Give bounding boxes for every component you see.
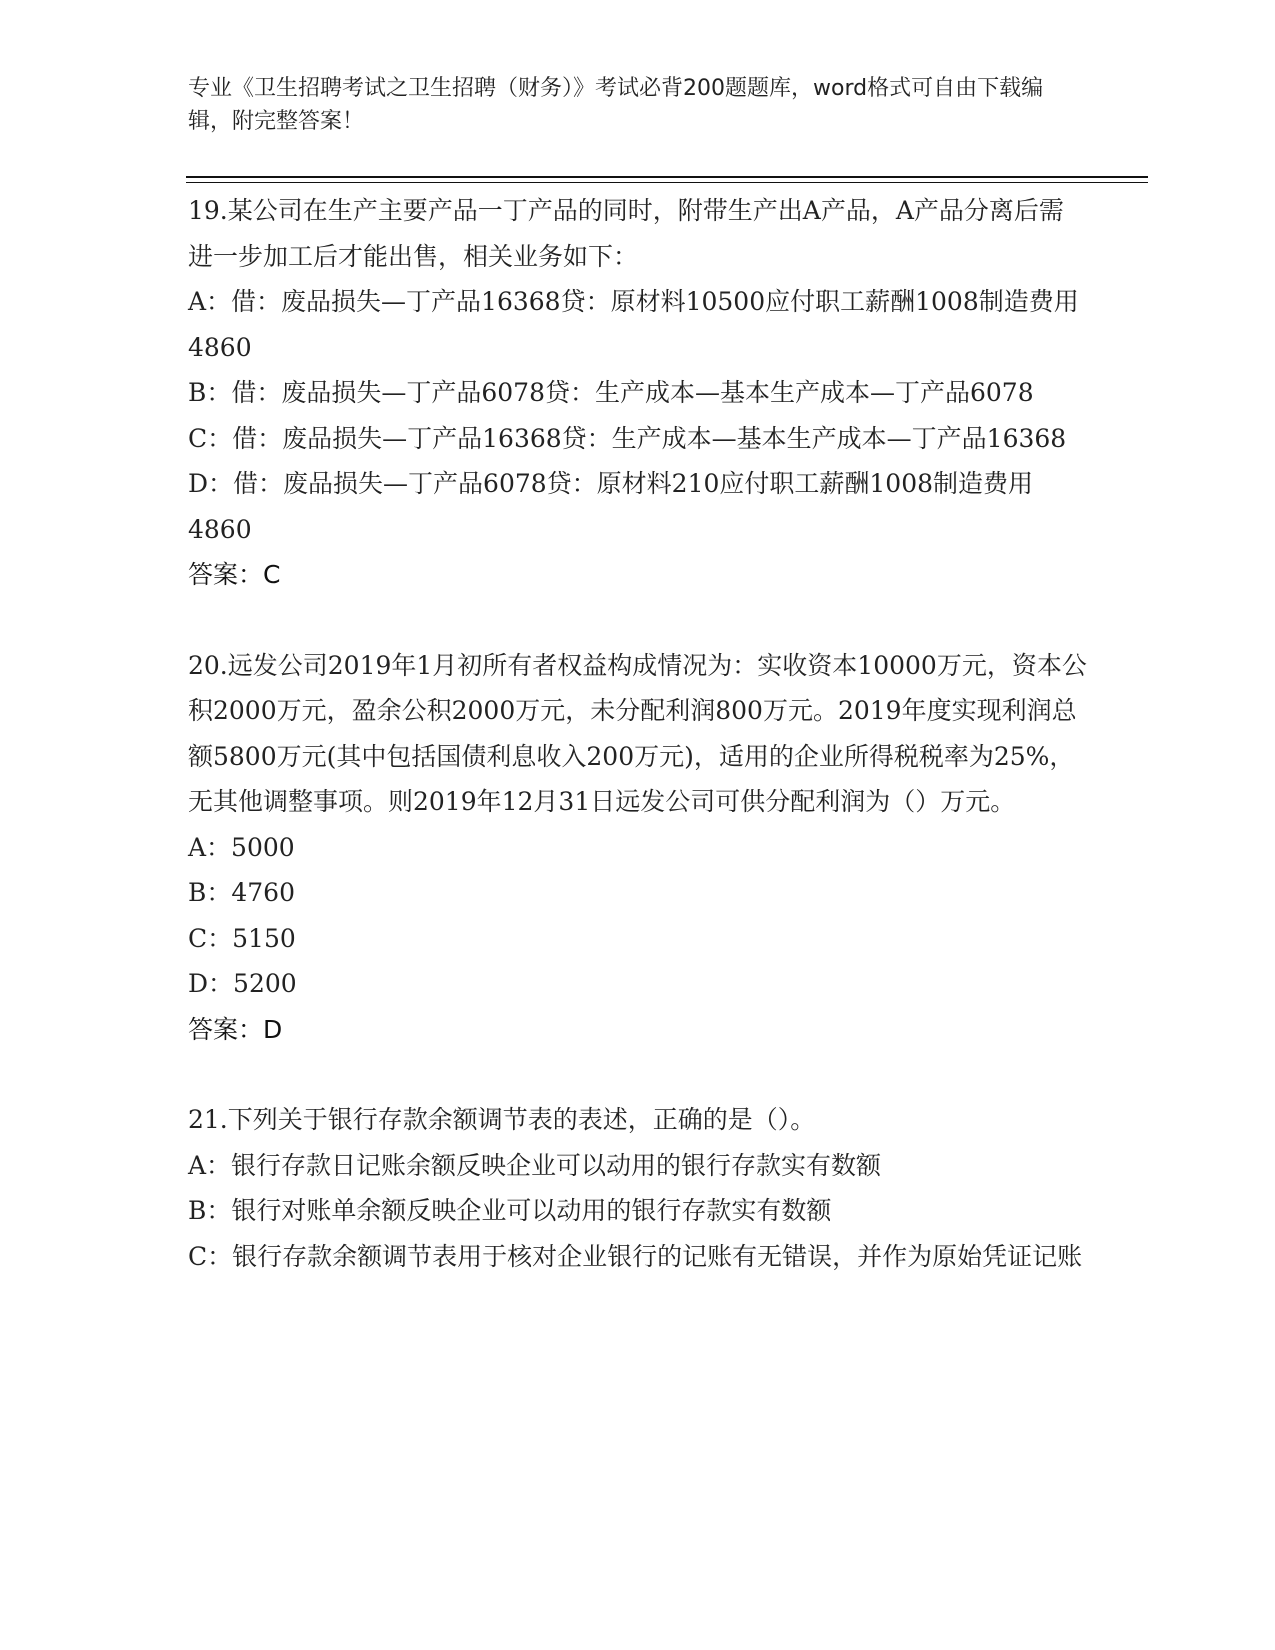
answer: 答案：D (188, 1014, 283, 1044)
header-title: 专业《卫生招聘考试之卫生招聘（财务）》考试必背200题题库，word格式可自由下载编辑，附完整答案！ (188, 76, 1044, 134)
question-21 (188, 1097, 1088, 1279)
question-stem: 21.下列关于银行存款余额调节表的表述，正确的是（）。 (188, 1105, 816, 1134)
question-stem: 20.远发公司2019年1月初所有者权益构成情况为：实收资本10000万元，资本公积2000万元，盈余公积2000万元，未分配利润800万元。2019年度实现利润总额5800万元(其中包括国债利息收入200万元)，适用的企业所得税税率为25%，无其他调整事项。则2019年12月31日远发公司可供分配利润为（）万元。 (188, 650, 1087, 816)
document-header (188, 72, 1068, 138)
answer: 答案：C (188, 560, 281, 589)
option-a: A：借：废品损失—丁产品16368贷：原材料10500应付职工薪酬1008制造费用4860 (188, 287, 1079, 362)
option-d: D：5200 (188, 969, 297, 998)
header-divider-thin (186, 182, 1148, 183)
question-list (188, 188, 1088, 1279)
header-divider-thick (186, 176, 1148, 178)
option-b: B：借：废品损失—丁产品6078贷：生产成本—基本生产成本—丁产品6078 (188, 378, 1034, 407)
option-d: D：借：废品损失—丁产品6078贷：原材料210应付职工薪酬1008制造费用4860 (188, 469, 1034, 544)
option-b: B：4760 (188, 878, 295, 907)
option-b: B：银行对账单余额反映企业可以动用的银行存款实有数额 (188, 1196, 832, 1225)
question-stem: 19.某公司在生产主要产品一丁产品的同时，附带生产出A产品，A产品分离后需进一步加工后才能出售，相关业务如下： (188, 196, 1064, 271)
option-a: A：5000 (188, 832, 295, 862)
option-c: C：借：废品损失—丁产品16368贷：生产成本—基本生产成本—丁产品16368 (188, 423, 1067, 453)
option-c: C：银行存款余额调节表用于核对企业银行的记账有无错误，并作为原始凭证记账 (188, 1241, 1083, 1271)
option-c: C：5150 (188, 923, 296, 953)
option-a: A：银行存款日记账余额反映企业可以动用的银行存款实有数额 (188, 1150, 882, 1180)
question-19 (188, 188, 1088, 598)
question-20 (188, 643, 1088, 1053)
